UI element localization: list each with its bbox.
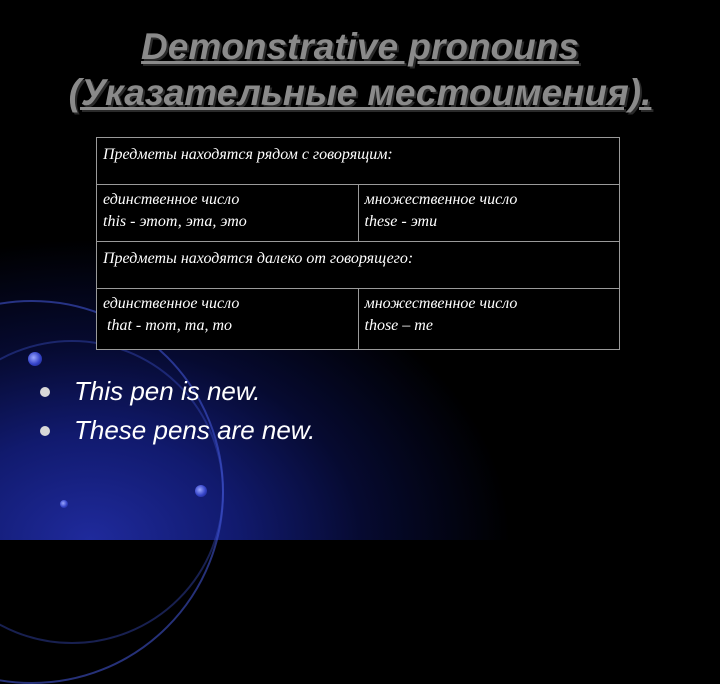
far-plural-cell bbox=[358, 289, 620, 350]
bullet-text: These pens are new. bbox=[74, 415, 316, 445]
far-plural-label: множественное число bbox=[364, 295, 518, 312]
table-row bbox=[97, 185, 620, 242]
decorative-orb bbox=[60, 500, 68, 508]
decorative-orb bbox=[195, 485, 207, 497]
slide-title-line1: Demonstrative pronouns bbox=[141, 26, 579, 67]
far-singular-label: единственное число bbox=[103, 295, 240, 312]
slide-title bbox=[0, 24, 720, 116]
table-row bbox=[97, 289, 620, 350]
far-header: Предметы находятся далеко от говорящего: bbox=[97, 242, 620, 289]
bullet-icon bbox=[40, 387, 50, 397]
far-singular-cell bbox=[97, 289, 359, 350]
near-plural-label: множественное число bbox=[364, 191, 518, 208]
near-singular-cell bbox=[97, 185, 359, 242]
slide-title-line2: (Указательные местоимения). bbox=[68, 72, 652, 113]
near-plural-cell bbox=[358, 185, 620, 242]
table-row bbox=[97, 138, 620, 185]
list-item bbox=[40, 411, 315, 450]
bullet-list bbox=[40, 372, 315, 450]
decorative-orb bbox=[28, 352, 42, 366]
near-header: Предметы находятся рядом с говорящим: bbox=[97, 138, 620, 185]
near-plural-value: these - эти bbox=[364, 213, 438, 230]
table-row bbox=[97, 242, 620, 289]
list-item bbox=[40, 372, 315, 411]
pronoun-table bbox=[96, 137, 620, 350]
bullet-text: This pen is new. bbox=[74, 376, 261, 406]
far-singular-value: that - тот, та, то bbox=[103, 317, 233, 334]
near-singular-value: this - этот, эта, это bbox=[103, 213, 247, 230]
far-plural-value: those – те bbox=[364, 317, 433, 334]
near-singular-label: единственное число bbox=[103, 191, 240, 208]
bullet-icon bbox=[40, 426, 50, 436]
